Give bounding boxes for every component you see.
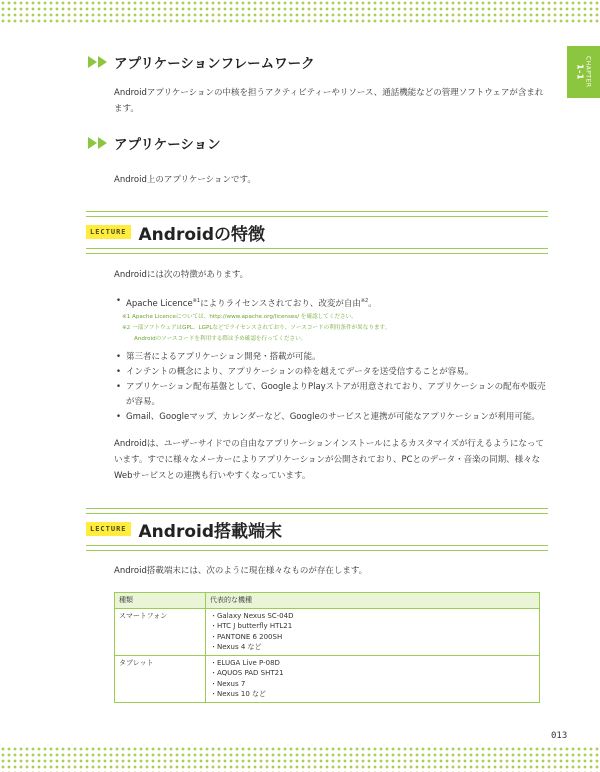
lecture-rule-top [86,211,548,217]
table-row [115,655,540,702]
lecture-header-features [86,219,265,245]
model-item: ・Nexus 4 など [210,643,262,651]
feature-bullet-list [116,350,546,425]
section-heading-framework [88,52,315,72]
device-table [114,592,540,703]
model-item: ・AQUOS PAD SHT21 [210,669,284,677]
model-item: ・Nexus 10 など [210,690,267,698]
license-text-post: 。 [368,298,377,309]
footnote-2-cont: Androidのソースコードを利用する際は予め確認を行ってください。 [134,336,307,342]
double-arrow-icon [88,137,108,149]
chapter-number: 1-1 [575,64,585,80]
chapter-tab [567,46,600,98]
bottom-dot-border [0,746,600,772]
list-item: • インテントの概念により、アプリケーションの枠を越えてデータを送受信することが容易。 [116,365,546,380]
table-cell-type: タブレット [115,655,206,702]
section-heading-text: アプリケーション [114,137,221,153]
lecture-badge: LECTURE [86,225,131,239]
model-item: ・PANTONE 6 200SH [210,632,283,641]
list-item: • 第三者によるアプリケーション開発・搭載が可能。 [116,350,546,365]
table-cell-type: スマートフォン [115,608,206,655]
section-body-application: Android上のアプリケーションです。 [114,175,256,185]
table-header-models: 代表的な機種 [206,593,540,609]
lecture-title: Android搭載端末 [138,521,283,542]
section-heading-application [88,133,221,153]
section-heading-text: アプリケーションフレームワーク [114,56,315,72]
model-item: ・Nexus 7 [210,679,246,688]
double-arrow-icon [88,56,108,68]
license-bullet-list [116,294,546,312]
chapter-label: CHAPTER [584,56,592,88]
page-number: 013 [551,731,568,741]
top-dot-border [0,0,600,24]
model-item: ・ELUGA Live P-08D [210,658,280,667]
section-body-framework: Androidアプリケーションの中核を担うアクティビティーやリソース、通話機能などの管理ソフトウェアが含まれます。 [114,88,544,114]
list-item: • アプリケーション配布基盤として、GoogleよりPlayストアが用意されており、アプリケーションの配布や販売が容易。 [116,380,546,410]
lecture-rule-top [86,508,548,514]
model-item: ・HTC J butterfly HTL21 [210,622,293,630]
license-text-mid: によりライセンスされており、改変が自由 [200,298,361,309]
lecture-intro-devices: Android搭載端末には、次のように現在様々なものが存在します。 [114,566,368,576]
list-item: • Gmail、Googleマップ、カレンダーなど、Googleのサービスと連携が可能なアプリケーションが利用可能。 [116,410,546,425]
lecture-rule-bottom [86,248,548,254]
lecture-closing-features: Androidは、ユーザーサイドでの自由なアプリケーションインストールによるカスタマイズが行えるようになっています。すでに様々なメーカーによりアプリケーションが公開されており、PCとのデータ・音楽の同期、様々なWebサービスとの連携も行いやすくなっています。 [114,439,544,481]
lecture-badge: LECTURE [86,522,131,536]
license-text-pre: Apache Licence [126,298,193,309]
footnote-ref: ※1 [192,298,201,304]
table-cell-models [206,655,540,702]
table-row [115,608,540,655]
table-header-type: 種類 [115,593,206,609]
lecture-header-devices [86,516,282,542]
footnote-ref: ※2 [360,298,369,304]
list-item [116,294,546,312]
lecture-intro-features: Androidには次の特徴があります。 [114,270,249,280]
model-item: ・Galaxy Nexus SC-04D [210,611,294,620]
table-header-row [115,593,540,609]
table-cell-models [206,608,540,655]
lecture-title: Androidの特徴 [138,224,266,245]
footnote-1: ※1 Apache Licenceについては、http://www.apache.org/licenses/ を確認してください。 [122,314,357,320]
footnote-2: ※2 一部ソフトウェアはGPL、LGPLなどでライセンスされており、ソースコードの利用条件が異なります。 [122,325,391,331]
lecture-rule-bottom [86,545,548,551]
